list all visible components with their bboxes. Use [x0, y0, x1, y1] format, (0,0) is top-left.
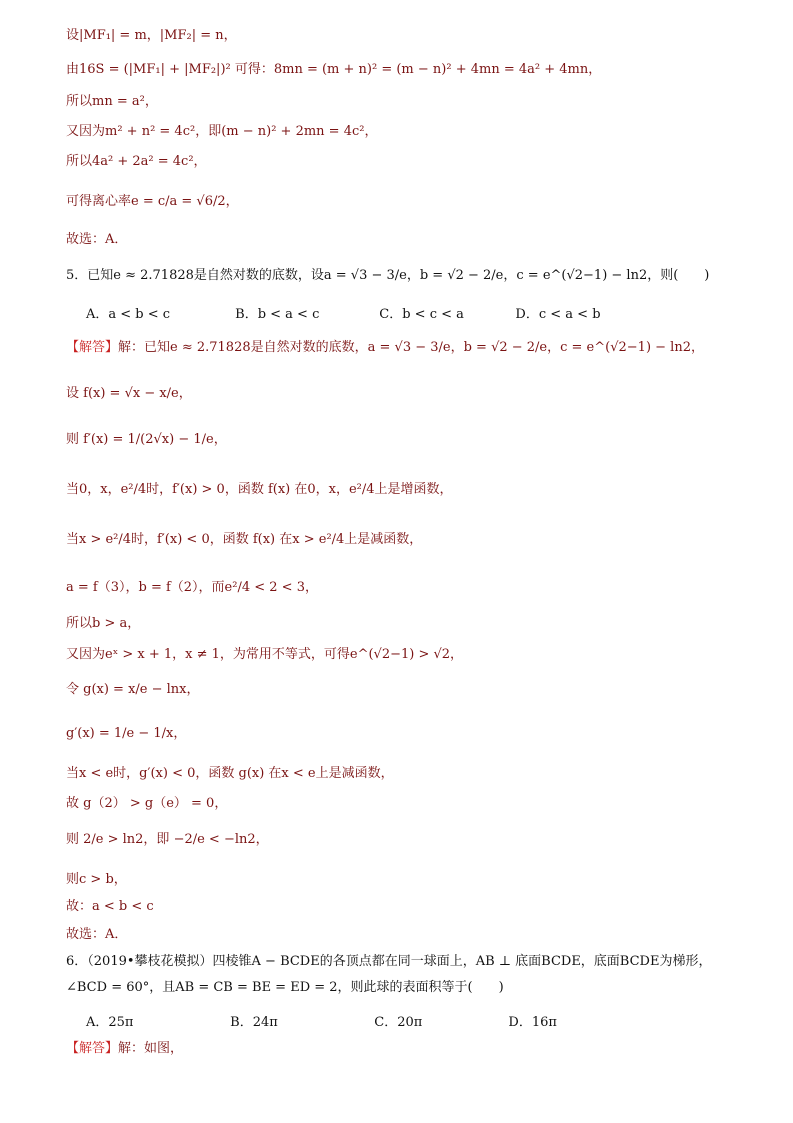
text-line: 令 g(x) = x/e − lnx，	[66, 682, 200, 697]
answer-6	[66, 1039, 183, 1059]
question-5: 5．已知e ≈ 2.71828是自然对数的底数，设a = √3 − 3/e，b = √2 − 2/e，c = e^(√2−1) − ln2，则( )	[66, 268, 710, 283]
text-line: 则c > b，	[66, 872, 127, 887]
text-line: 则 f′(x) = 1/(2√x) − 1/e，	[66, 432, 227, 447]
text-line: 所以mn = a²，	[66, 94, 158, 109]
option-a: A．25π	[86, 1015, 134, 1030]
option-a: A．a < b < c	[86, 307, 171, 322]
text-line: 所以b > a，	[66, 616, 141, 631]
option-d: D．16π	[508, 1015, 557, 1030]
text-line: 当x > e²/4时，f′(x) < 0，函数 f(x) 在x > e²/4上是减函数，	[66, 532, 423, 547]
text-line: 当x < e时，g′(x) < 0，函数 g(x) 在x < e上是减函数，	[66, 766, 394, 781]
text-line: 故选：A．	[66, 232, 128, 247]
text-line: 故：a < b < c	[66, 899, 154, 914]
text-line: 故 g（2） > g（e） = 0，	[66, 796, 228, 811]
text-line: 由16S = (|MF₁| + |MF₂|)² 可得：8mn = (m + n)² = (m − n)² + 4mn = 4a² + 4mn，	[66, 62, 602, 77]
text-line: 设|MF₁| = m，|MF₂| = n，	[66, 28, 237, 43]
option-b: B．b < a < c	[235, 307, 320, 322]
question-6-continued: ∠BCD = 60°，且AB = CB = BE = ED = 2，则此球的表面积等于( )	[66, 980, 504, 995]
answer-tag: 【解答】	[66, 340, 119, 355]
text-line: 可得离心率e = c/a = √6/2，	[66, 194, 239, 209]
answer-tag: 【解答】	[66, 1041, 119, 1056]
question-5-options	[86, 303, 601, 322]
text-line: a = f（3），b = f（2），而e²/4 < 2 < 3，	[66, 580, 318, 595]
question-6: 6．（2019•攀枝花模拟）四棱锥A − BCDE的各顶点都在同一球面上，AB ⊥ 底面BCDE，底面BCDE为梯形，	[66, 954, 712, 969]
text-line: 所以4a² + 2a² = 4c²，	[66, 154, 207, 169]
answer-text: 解：已知e ≈ 2.71828是自然对数的底数，a = √3 − 3/e，b = √2 − 2/e，c = e^(√2−1) − ln2，	[118, 340, 704, 355]
answer-5	[66, 338, 704, 358]
option-c: C．20π	[374, 1015, 423, 1030]
text-line: 故选：A．	[66, 927, 128, 942]
question-6-options	[86, 1011, 557, 1030]
option-d: D．c < a < b	[515, 307, 601, 322]
option-c: C．b < c < a	[379, 307, 464, 322]
text-line: 又因为eˣ > x + 1，x ≠ 1，为常用不等式，可得e^(√2−1) > √2，	[66, 647, 464, 662]
text-line: 则 2/e > ln2，即 −2/e < −ln2，	[66, 832, 269, 847]
answer-text: 解：如图，	[118, 1041, 184, 1056]
text-line: g′(x) = 1/e − 1/x，	[66, 726, 187, 741]
text-line: 当0，x，e²/4时，f′(x) > 0，函数 f(x) 在0，x，e²/4上是增函数，	[66, 482, 453, 497]
text-line: 又因为m² + n² = 4c²，即(m − n)² + 2mn = 4c²，	[66, 124, 378, 139]
text-line: 设 f(x) = √x − x/e，	[66, 386, 192, 401]
option-b: B．24π	[230, 1015, 278, 1030]
